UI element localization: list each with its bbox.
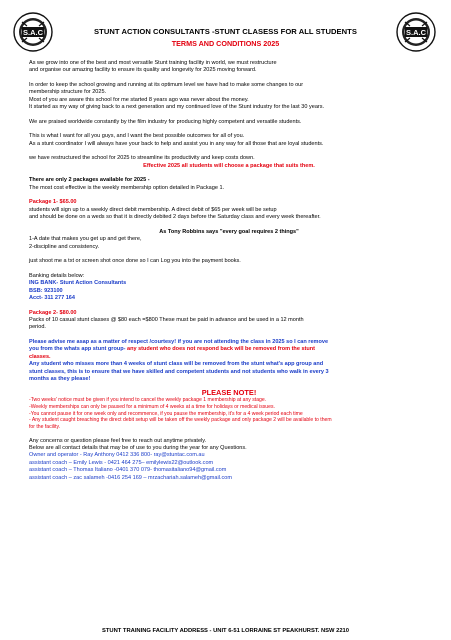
note-line: -Weekly memberships can only be paused for a minimum of 4 weeks at a time for holidays or medical issues. [29,404,275,411]
note-line: - Any student caught breaching the direct debit setup will be taken off the weekly package and only package 2 will be available to them [29,417,332,424]
advise-line: Please advise me asap as a matter of respect /courtesy! if you are not attending the class in 2025 so I can remove [29,339,329,346]
quote-item: 1-A date that makes you get up and get there, [29,236,142,243]
svg-text:S.A.C: S.A.C [405,28,427,37]
advise-blue-part: you from the whats app stunt group- [29,346,126,353]
facility-address-footer: STUNT TRAINING FACILITY ADDRESS - UNIT 6-51 LORRAINE ST PEAKHURST. NSW 2210 [101,628,350,634]
contact-owner: Owner and operator - Ray Anthony 0412 336 800- ray@stuntac.com.au [29,452,205,459]
package2-title: Package 2- $80.00 [29,309,77,316]
advise-line [29,346,429,353]
para2-line: Most of you are aware this school for me started 8 years ago was never about the money. [29,96,249,103]
para4-line: This is what I want for all you guys, and I want the best possible outcomes for all of you. [29,133,245,140]
tony-robbins-quote: As Tony Robbins says "every goal requires 2 things" [159,228,299,235]
bank-bsb: BSB: 923100 [29,287,63,294]
advise-line: stunt classes, this is to ensure that we have skilled and competent students and not students who walk in every 3 [29,368,329,375]
para3: We are praised worldwide constantly by the film industry for producing highly competent and versatile students. [29,118,302,125]
advise-red-part: any student who does not respond back will be removed from the stunt [125,346,315,353]
please-note-heading: PLEASE NOTE! [201,388,257,398]
para2-line: It started as my way of giving back to a next generation and my continued love of the Stunt industry for the last 30 years. [29,104,325,111]
effective-2025-notice: Effective 2025 all students will choose a package that suits them. [143,162,315,169]
package1-line: and should be done on a weds so that it is directly debited 2 days before the Saturday class and every week thereafter. [29,214,321,221]
package2-line: Packs of 10 casual stunt classes @ $80 each =$800 These must be paid in advance and be used in a 12 month [29,317,304,324]
intro-line: As we grow into one of the best and most versatile Stunt training facility in world, we must restructure [29,60,277,66]
bank-account: Acct- 311 277 164 [29,295,75,302]
advise-line: classes. [29,353,51,360]
concerns-line: Any concerns or question please feel free to reach out anytime privately. [29,437,207,444]
package1-title: Package 1- $65.00 [29,199,77,206]
contact-coach: assistant coach – zac salameh -0416 254 169 – mrzachariah.salameh@gmail.com [29,474,232,481]
contact-coach: assistant coach – Thomas Italiano -0401 370 079- thomasitaliano94@gmail.com [29,467,227,474]
screenshot-instruction: just shoot me a txt or screen shot once done so I can Log you into the payment books. [29,258,241,265]
packages-subheading: The most cost effective is the weekly membership option detailed in Package 1. [29,184,225,191]
packages-heading: There are only 2 packages available for 2025 - [29,177,150,184]
para2-line: In order to keep the school growing and running at its optimum level we have had to make some changes to our [29,82,304,88]
advise-line: Any student who misses more than 4 weeks of stunt class will be removed from the stunt what's app group and [29,361,324,368]
package2-line: period. [29,324,46,331]
note-line: -You cannot pause it for one week only and recommence, if you pause the membership, it's for a 4 week period each time [29,410,303,417]
para2-line: membership structure for 2025. [29,89,107,96]
quote-item: 2-discipline and consistency. [29,243,100,250]
para5: we have restructured the school for 2025 to streamline its productivity and keep costs down. [29,155,255,162]
banking-label: Banking details below: [29,272,85,279]
note-line: for the facility. [29,423,61,430]
package1-line: students will sign up to a weekly direct debit membership. A direct debit of $65 per week will be setup [29,206,277,213]
advise-line: months as they please! [29,376,91,383]
para4-line: As a stunt coordinator I will always have your back to help and assist you in any way for all those that are loyal students. [29,140,324,147]
document-body [29,60,429,482]
document-title: STUNT ACTION CONSULTANTS -STUNT CLASESS FOR ALL STUDENTS [94,27,357,36]
note-line: -Two weeks' notice must be given if you intend to cancel the weekly package 1 membership at any stage. [29,397,267,404]
intro-line: and organise our amazing facility to ensure its quality and longevity for 2025 moving forward. [29,67,257,74]
svg-text:S.A.C: S.A.C [22,28,44,37]
bank-name: ING BANK- Stunt Action Consultants [29,280,127,287]
contact-coach: assistant coach – Emily Lewis - 0421 464 275– emilylewis22@outlook.com [29,459,214,466]
document-subtitle: TERMS AND CONDITIONS 2025 [171,39,280,48]
concerns-line: Below are all contact details that may be of use to you during the year for any Questions. [29,445,247,452]
